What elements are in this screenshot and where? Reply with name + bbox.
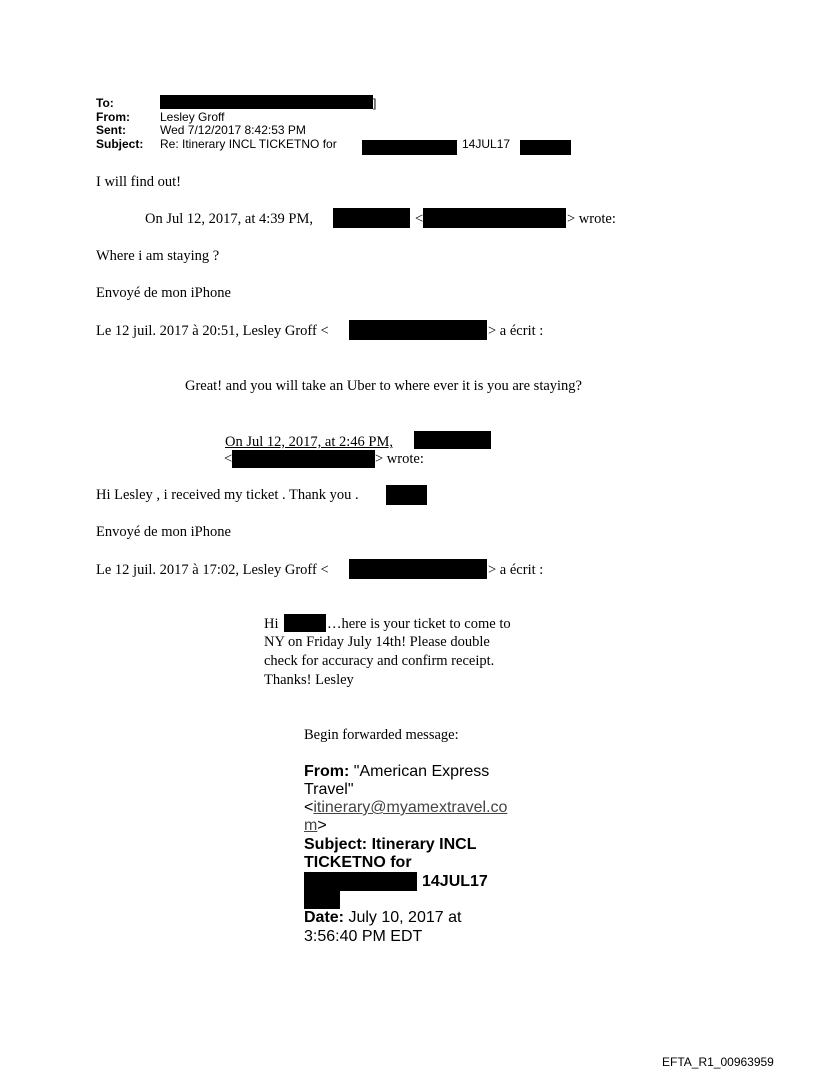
subject-prefix: Re: Itinerary INCL TICKETNO for — [160, 137, 337, 151]
redaction-msg4-name — [386, 485, 427, 505]
forward-email-link-end[interactable]: m — [304, 817, 318, 834]
reply-text: I will find out! — [96, 174, 181, 190]
quote3-line1: On Jul 12, 2017, at 2:46 PM, — [225, 434, 393, 450]
document-id: EFTA_R1_00963959 — [662, 1055, 774, 1069]
redaction-forward-name-tail — [304, 890, 340, 909]
redaction-quote1-email — [423, 208, 566, 228]
from-value: Lesley Groff — [160, 110, 225, 124]
subject-date: 14JUL17 — [462, 137, 511, 151]
sent-value: Wed 7/12/2017 8:42:53 PM — [160, 123, 306, 137]
to-tail: ] — [373, 96, 377, 110]
redaction-msg5-name — [284, 614, 326, 632]
message-uber: Great! and you will take an Uber to where ever it is you are staying? — [185, 378, 582, 394]
quote4-prefix: Le 12 juil. 2017 à 17:02, Lesley Groff < — [96, 562, 329, 578]
forward-date-line1: Date: July 10, 2017 at — [304, 909, 462, 926]
redaction-subject-name — [362, 140, 457, 155]
quote3-lt: < — [224, 451, 233, 467]
quote2-prefix: Le 12 juil. 2017 à 20:51, Lesley Groff < — [96, 323, 329, 339]
subject-label: Subject: — [96, 137, 144, 151]
msg5-line3: check for accuracy and confirm receipt. — [264, 653, 495, 669]
redaction-quote1-name — [333, 208, 410, 228]
forward-intro: Begin forwarded message: — [304, 727, 459, 743]
forward-from-line2: Travel" — [304, 781, 354, 798]
forward-subject-date: 14JUL17 — [422, 873, 488, 890]
forward-subject-line1: Subject: Itinerary INCL — [304, 836, 477, 853]
redaction-subject-tail — [520, 140, 571, 155]
quote4-suffix: > a écrit : — [488, 562, 544, 578]
from-label: From: — [96, 110, 130, 124]
redaction-quote3-email — [232, 450, 375, 468]
quote1-prefix: On Jul 12, 2017, at 4:39 PM, — [145, 211, 313, 227]
redaction-quote2-email — [349, 320, 487, 340]
redaction-quote4-email — [349, 559, 487, 579]
redaction-quote3-name — [414, 431, 491, 449]
signature-iphone-1: Envoyé de mon iPhone — [96, 285, 231, 301]
forward-from-line1: From: "American Express — [304, 763, 490, 780]
message-where-staying: Where i am staying ? — [96, 248, 220, 264]
sent-label: Sent: — [96, 123, 126, 137]
msg5-line1: …here is your ticket to come to — [327, 616, 511, 632]
quote1-lt: < — [415, 211, 424, 227]
forward-email-line2: m> — [304, 817, 327, 834]
msg5-line4: Thanks! Lesley — [264, 672, 354, 688]
quote2-suffix: > a écrit : — [488, 323, 544, 339]
quote1-suffix: > wrote: — [567, 211, 616, 227]
message-received-ticket: Hi Lesley , i received my ticket . Thank you . — [96, 487, 359, 503]
quote3-suffix: > wrote: — [375, 451, 424, 467]
signature-iphone-2: Envoyé de mon iPhone — [96, 524, 231, 540]
forward-email-line1: <itinerary@myamextravel.co — [304, 799, 508, 816]
redaction-forward-name — [304, 872, 417, 891]
redaction-to — [160, 95, 373, 109]
forward-subject-line2: TICKETNO for — [304, 854, 412, 871]
forward-email-link[interactable]: itinerary@myamextravel.co — [313, 799, 508, 816]
forward-date-line2: 3:56:40 PM EDT — [304, 928, 423, 945]
msg5-line2: NY on Friday July 14th! Please double — [264, 634, 490, 650]
msg5-hi: Hi — [264, 616, 279, 632]
to-label: To: — [96, 96, 114, 110]
